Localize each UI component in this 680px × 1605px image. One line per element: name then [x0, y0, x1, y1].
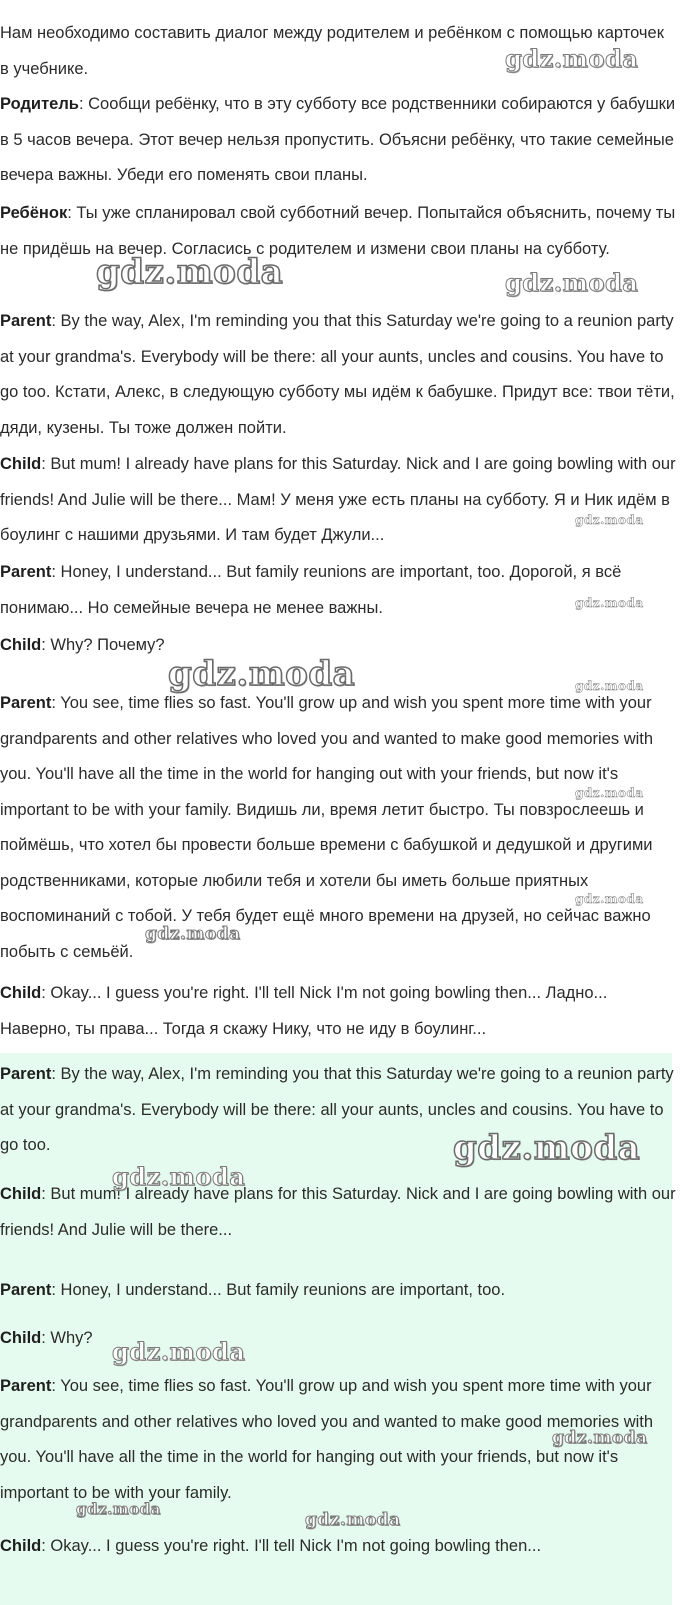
speaker-label: Parent [0, 694, 52, 712]
watermark-logo: gdz.moda [552, 1428, 648, 1448]
dialog-translated-line-1 [0, 447, 680, 554]
line-text: : By the way, Alex, I'm reminding you that this Saturday we're going to a reunion party at your grandma's. Everybody will be there: all your aunts, uncles and cousins. You have to go too. [0, 1065, 674, 1154]
watermark-logo: gdz.moda [505, 268, 639, 297]
watermark-logo: gdz.moda [575, 513, 644, 527]
task-parent-text: : Сообщи ребёнку, что в эту субботу все родственники собираются у бабушки в 5 часов вечера. Этот вечер нельзя пропустить. Объясни ребёнку, что такие семейные вечера важны. Убеди его поменять свои планы. [0, 95, 676, 184]
task-child-speaker: Ребёнок [0, 204, 68, 222]
line-text: : Why? Почему? [41, 636, 165, 654]
speaker-label: Parent [0, 1281, 52, 1299]
dialog-english-line-2 [0, 1273, 680, 1309]
watermark-logo: gdz.moda [575, 892, 644, 906]
watermark-logo: gdz.moda [305, 1510, 401, 1530]
speaker-label: Child [0, 1329, 42, 1347]
watermark-logo: gdz.moda [168, 654, 356, 694]
speaker-label: Child [0, 1185, 42, 1203]
watermark-logo: gdz.moda [96, 252, 284, 292]
speaker-label: Parent [0, 563, 52, 581]
task-parent-speaker: Родитель [0, 95, 79, 113]
line-text: : Why? [41, 1329, 93, 1347]
speaker-label: Child [0, 636, 42, 654]
line-text: : Okay... I guess you're right. I'll tell Nick I'm not going bowling then... Ладно... Наверно, ты права... Тогда я скажу Нику, что не иду в боулинг... [0, 984, 608, 1038]
dialog-english-line-4 [0, 1369, 680, 1511]
speaker-label: Parent [0, 312, 52, 330]
task-child-block [0, 196, 680, 267]
line-text: : You see, time flies so fast. You'll grow up and wish you spent more time with your grandparents and other relatives who loved you and wanted to make good memories with you. You'll have all the time in the world for hanging out with your friends, but now it's important to be with your family. [0, 1377, 654, 1502]
line-text: : Honey, I understand... But family reunions are important, too. [51, 1281, 506, 1299]
line-text: : But mum! I already have plans for this Saturday. Nick and I are going bowling with our friends! And Julie will be there... Мам! У меня уже есть планы на субботу. Я и Ник идём в боулинг с нашими друзьями. И там будет Джули... [0, 455, 676, 544]
dialog-translated-line-4 [0, 686, 680, 970]
dialog-translated-line-2 [0, 555, 680, 626]
speaker-label: Child [0, 1537, 42, 1555]
line-text: : Honey, I understand... But family reunions are important, too. Дорогой, я всё понимаю... Но семейные вечера не менее важны. [0, 563, 622, 617]
dialog-translated-line-0 [0, 304, 680, 446]
line-text: : Okay... I guess you're right. I'll tell Nick I'm not going bowling then... [41, 1537, 542, 1555]
watermark-logo: gdz.moda [76, 1500, 161, 1518]
dialog-english-line-1 [0, 1177, 680, 1248]
line-text: : By the way, Alex, I'm reminding you that this Saturday we're going to a reunion party at your grandma's. Everybody will be there: all your aunts, uncles and cousins. You have to go too. Кстати, Алекс, в следующую субботу мы идём к бабушке. Придут все: твои тёти, дяди, кузены. Ты тоже должен пойти. [0, 312, 675, 437]
task-parent-block [0, 87, 680, 194]
watermark-logo: gdz.moda [575, 786, 644, 800]
speaker-label: Child [0, 984, 42, 1002]
dialog-translated-line-3 [0, 628, 680, 664]
watermark-logo: gdz.moda [112, 1162, 246, 1191]
watermark-logo: gdz.moda [145, 924, 241, 944]
speaker-label: Parent [0, 1065, 52, 1083]
intro-block [0, 16, 680, 87]
speaker-label: Parent [0, 1377, 52, 1395]
intro-text: Нам необходимо составить диалог между родителем и ребёнком с помощью карточек в учебнике. [0, 24, 664, 78]
dialog-english-line-5 [0, 1529, 680, 1565]
watermark-logo: gdz.moda [575, 596, 644, 610]
dialog-english-line-0 [0, 1057, 680, 1164]
task-child-text: : Ты уже спланировал свой субботний вечер. Попытайся объяснить, почему ты не придёшь на вечер. Согласись с родителем и измени свои планы на субботу. [0, 204, 676, 258]
watermark-logo: gdz.moda [505, 44, 639, 73]
dialog-translated-line-5 [0, 976, 680, 1047]
watermark-logo: gdz.moda [112, 1337, 246, 1366]
watermark-logo: gdz.moda [453, 1128, 641, 1168]
speaker-label: Child [0, 455, 42, 473]
watermark-logo: gdz.moda [575, 679, 644, 693]
dialog-english-line-3 [0, 1321, 680, 1357]
line-text: : But mum! I already have plans for this Saturday. Nick and I are going bowling with our friends! And Julie will be there... [0, 1185, 676, 1239]
line-text: : You see, time flies so fast. You'll grow up and wish you spent more time with your grandparents and other relatives who loved you and wanted to make good memories with you. You'll have all the time in the world for hanging out with your friends, but now it's important to be with your family. Видишь ли, время летит быстро. Ты повзрослеешь и поймёшь, что хотел бы провести больше времени с бабушкой и дедушкой и другими родственниками, которые любили тебя и хотели бы иметь больше приятных воспоминаний с тобой. У тебя будет ещё много времени на друзей, но сейчас важно побыть с семьёй. [0, 694, 654, 961]
